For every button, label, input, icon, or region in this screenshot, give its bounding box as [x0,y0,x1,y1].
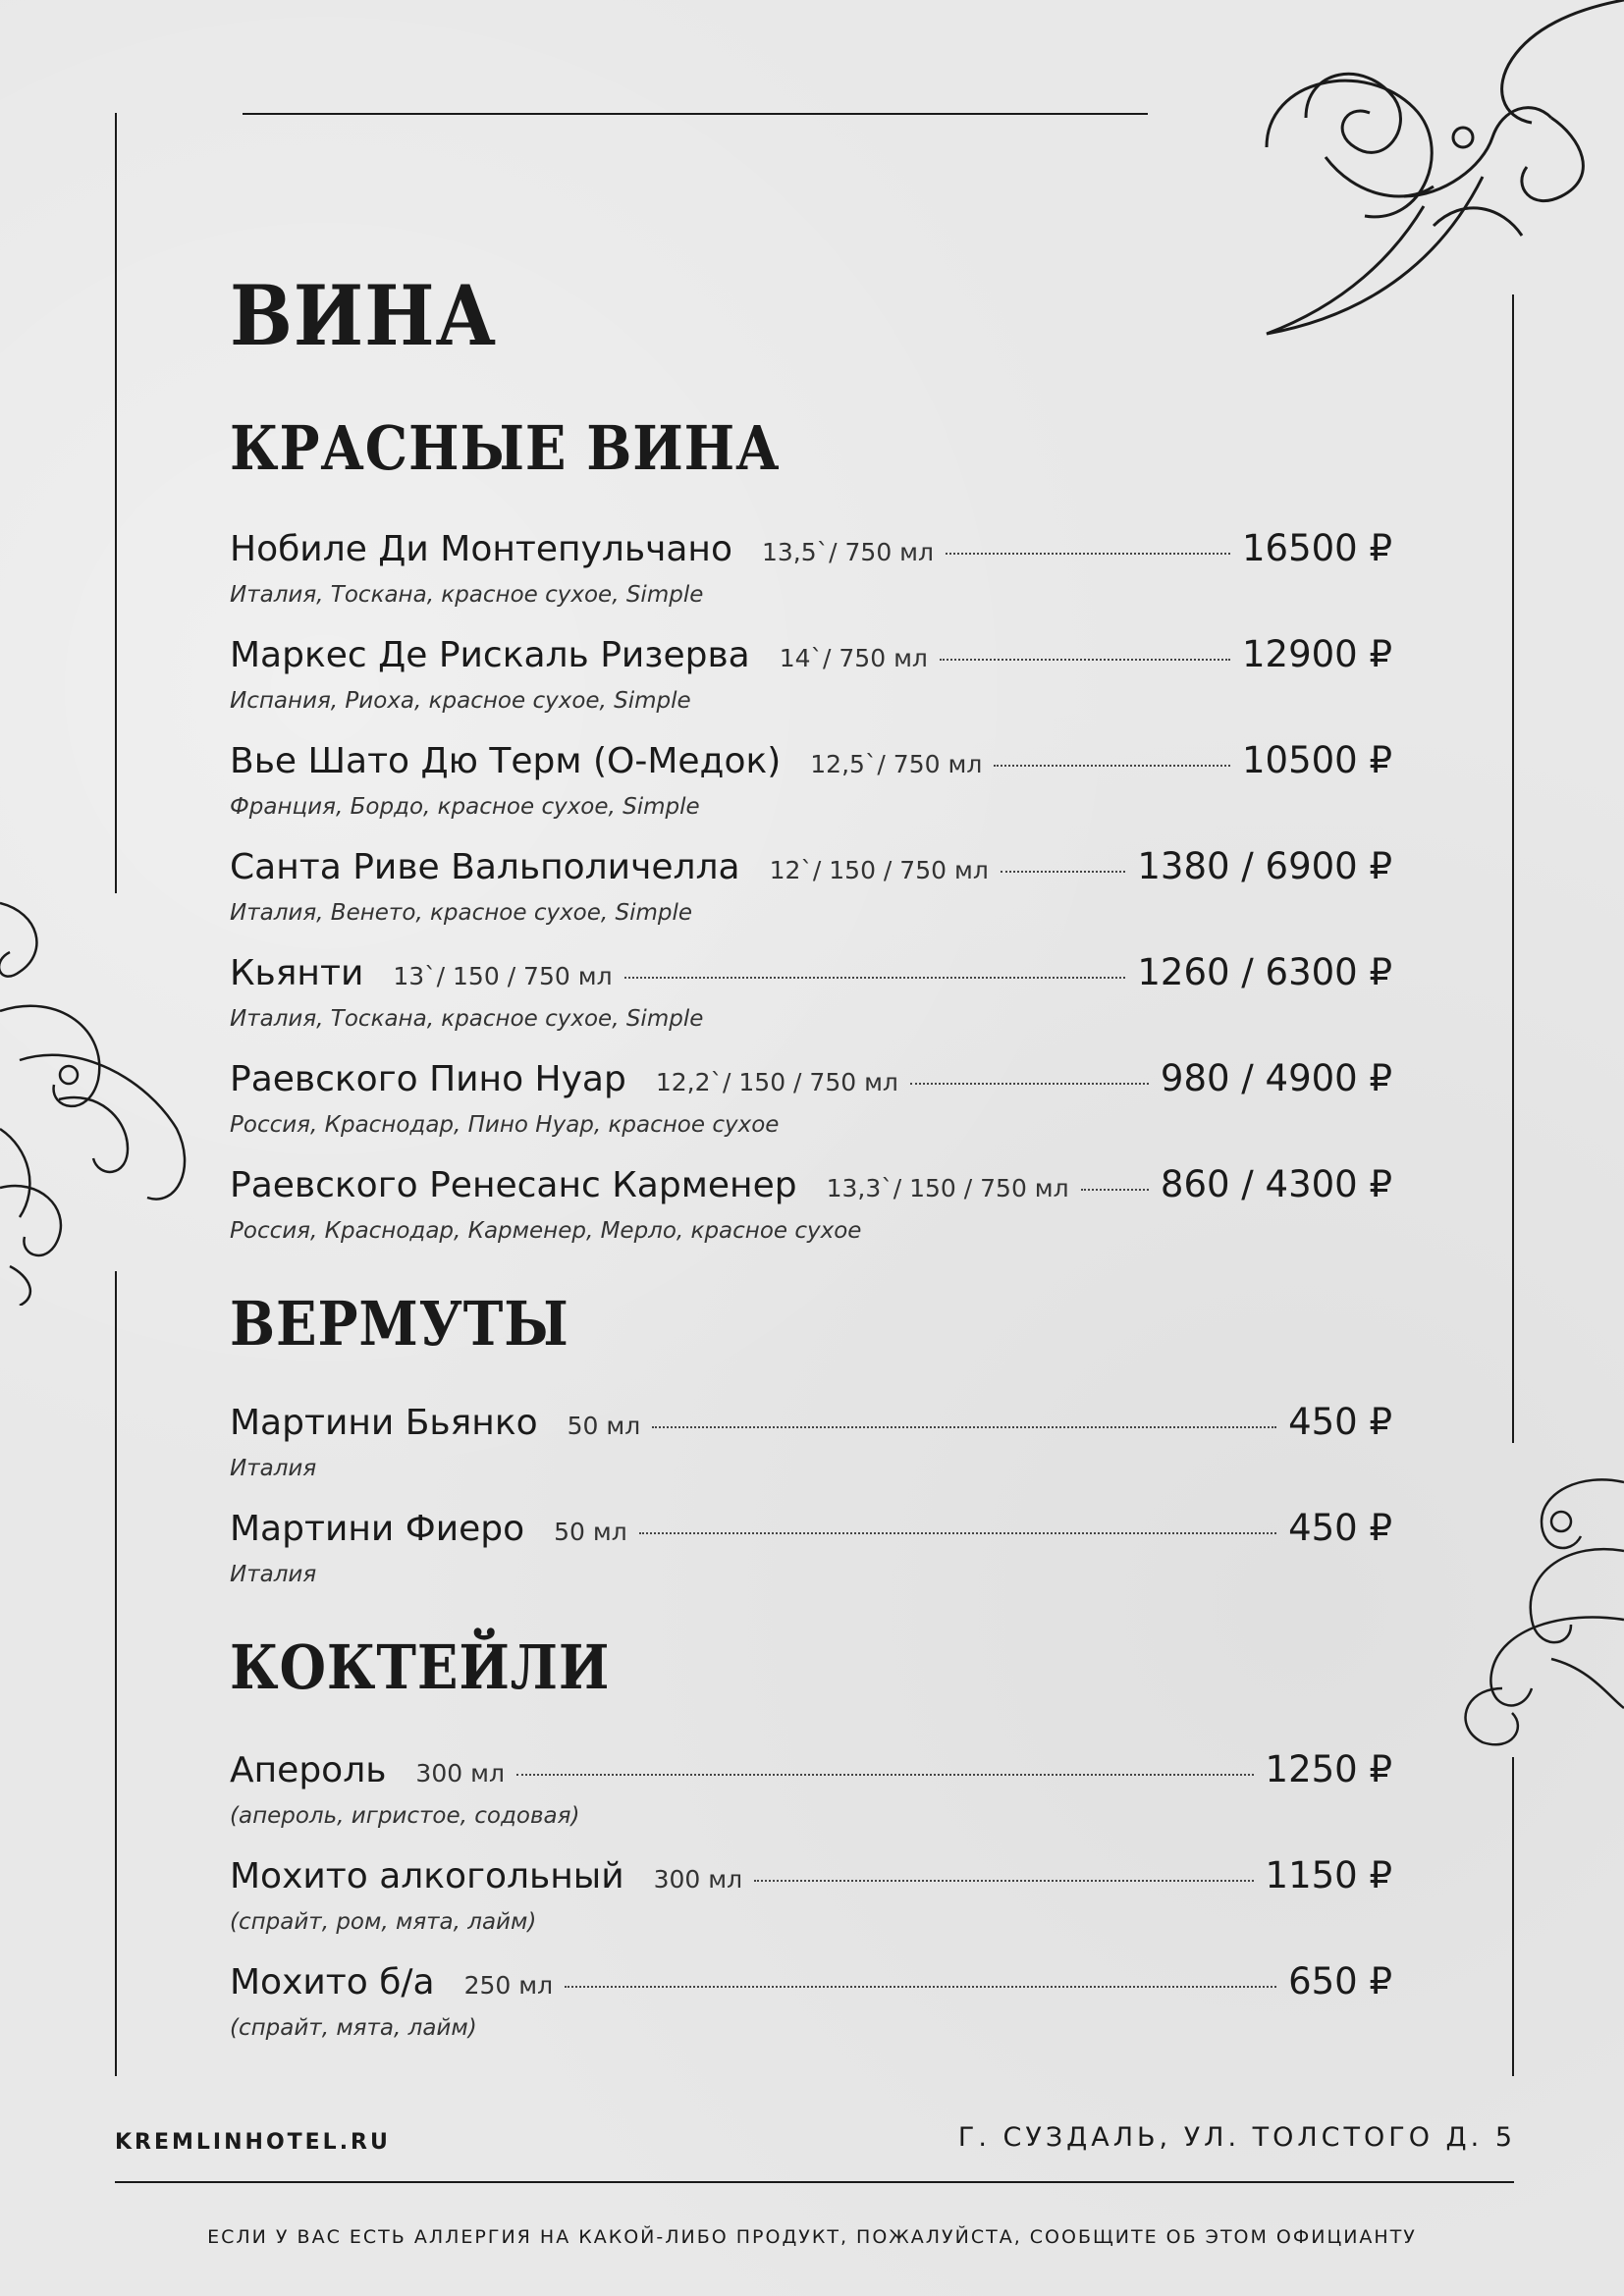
item-volume: 13,5`/ 750 мл [761,538,935,566]
item-volume: 12,5`/ 750 мл [810,750,983,778]
item-price: 10500 ₽ [1241,739,1392,781]
dot-leader [565,1986,1276,1988]
address-text: Г. СУЗДАЛЬ, УЛ. ТОЛСТОГО Д. 5 [957,2122,1516,2153]
item-name: Мартини Фиеро [230,1509,525,1549]
item-description: Италия [230,1456,317,1481]
section-heading-red-wines: КРАСНЫЕ ВИНА [230,412,781,484]
item-description: Италия [230,1562,317,1587]
item-description: Россия, Краснодар, Пино Нуар, красное сухое [230,1112,780,1138]
list-item [230,1507,1392,1587]
item-description: Россия, Краснодар, Карменер, Мерло, красное сухое [230,1218,862,1244]
dot-leader [624,977,1126,979]
website-link[interactable]: KREMLINHOTEL.RU [115,2130,391,2155]
item-name: Мохито алкогольный [230,1856,624,1896]
top-rule [243,113,1148,115]
item-description: Италия, Тоскана, красное сухое, Simple [230,1006,704,1032]
dot-leader [946,553,1230,555]
item-name: Мохито б/а [230,1962,435,2002]
item-price: 12900 ₽ [1241,633,1392,675]
right-rule-upper [1512,294,1514,1443]
dot-leader [1081,1189,1149,1191]
left-rule-lower [115,1271,117,2076]
list-item [230,739,1392,820]
item-volume: 50 мл [567,1412,641,1440]
item-description: Италия, Тоскана, красное сухое, Simple [230,582,704,608]
item-name: Санта Риве Вальполичелла [230,847,740,887]
dot-leader [910,1083,1149,1085]
item-price: 1150 ₽ [1265,1854,1392,1896]
item-volume: 14`/ 750 мл [779,644,928,672]
item-description: Италия, Венето, красное сухое, Simple [230,900,693,926]
item-volume: 50 мл [554,1518,627,1546]
list-item [230,951,1392,1032]
item-price: 650 ₽ [1288,1960,1392,2002]
dot-leader [639,1532,1276,1534]
item-name: Нобиле Ди Монтепульчано [230,529,732,569]
item-description: (апероль, игристое, содовая) [230,1803,580,1829]
item-price: 450 ₽ [1288,1401,1392,1443]
item-volume: 300 мл [653,1865,743,1894]
item-volume: 12,2`/ 150 / 750 мл [655,1068,898,1096]
list-item [230,1163,1392,1244]
item-description: (спрайт, ром, мята, лайм) [230,1909,537,1935]
list-item [230,633,1392,714]
list-item [230,1401,1392,1481]
list-item [230,845,1392,926]
swirl-ornament-icon [1443,1463,1624,1757]
dot-leader [516,1774,1254,1776]
item-volume: 12`/ 150 / 750 мл [769,856,989,884]
item-description: Франция, Бордо, красное сухое, Simple [230,794,700,820]
list-item [230,527,1392,608]
item-price: 1380 / 6900 ₽ [1137,845,1392,887]
right-rule-lower [1512,1757,1514,2076]
dot-leader [940,659,1230,661]
swirl-ornament-icon [1208,0,1624,344]
item-price: 1260 / 6300 ₽ [1137,951,1392,993]
item-name: Раевского Пино Нуар [230,1059,626,1099]
section-heading-vermouths: ВЕРМУТЫ [230,1288,569,1360]
footer-rule [115,2181,1514,2183]
item-name: Вье Шато Дю Терм (О-Медок) [230,741,782,781]
list-item [230,1748,1392,1829]
left-rule-upper [115,113,117,893]
item-description: Испания, Риоха, красное сухое, Simple [230,688,691,714]
swirl-ornament-icon [0,893,196,1306]
item-price: 980 / 4900 ₽ [1160,1057,1392,1099]
item-price: 16500 ₽ [1241,527,1392,569]
list-item [230,1960,1392,2041]
item-name: Маркес Де Рискаль Ризерва [230,635,750,675]
item-price: 1250 ₽ [1265,1748,1392,1790]
item-name: Мартини Бьянко [230,1403,538,1443]
dot-leader [754,1880,1253,1882]
allergy-note: ЕСЛИ У ВАС ЕСТЬ АЛЛЕРГИЯ НА КАКОЙ-ЛИБО ПРОДУКТ, ПОЖАЛУЙСТА, СООБЩИТЕ ОБ ЭТОМ ОФИЦИАНТУ [207,2226,1417,2248]
dot-leader [1001,871,1126,873]
item-price: 860 / 4300 ₽ [1160,1163,1392,1205]
item-volume: 13,3`/ 150 / 750 мл [826,1174,1069,1202]
section-heading-cocktails: КОКТЕЙЛИ [230,1631,611,1703]
item-description: (спрайт, мята, лайм) [230,2015,477,2041]
item-name: Кьянти [230,953,364,993]
item-price: 450 ₽ [1288,1507,1392,1549]
item-volume: 300 мл [415,1759,505,1788]
list-item [230,1854,1392,1935]
item-name: Апероль [230,1750,387,1790]
item-volume: 250 мл [463,1971,554,2000]
list-item [230,1057,1392,1138]
item-volume: 13`/ 150 / 750 мл [393,962,613,990]
item-name: Раевского Ренесанс Карменер [230,1165,797,1205]
dot-leader [652,1426,1276,1428]
dot-leader [994,765,1230,767]
page-title: ВИНА [230,267,497,364]
